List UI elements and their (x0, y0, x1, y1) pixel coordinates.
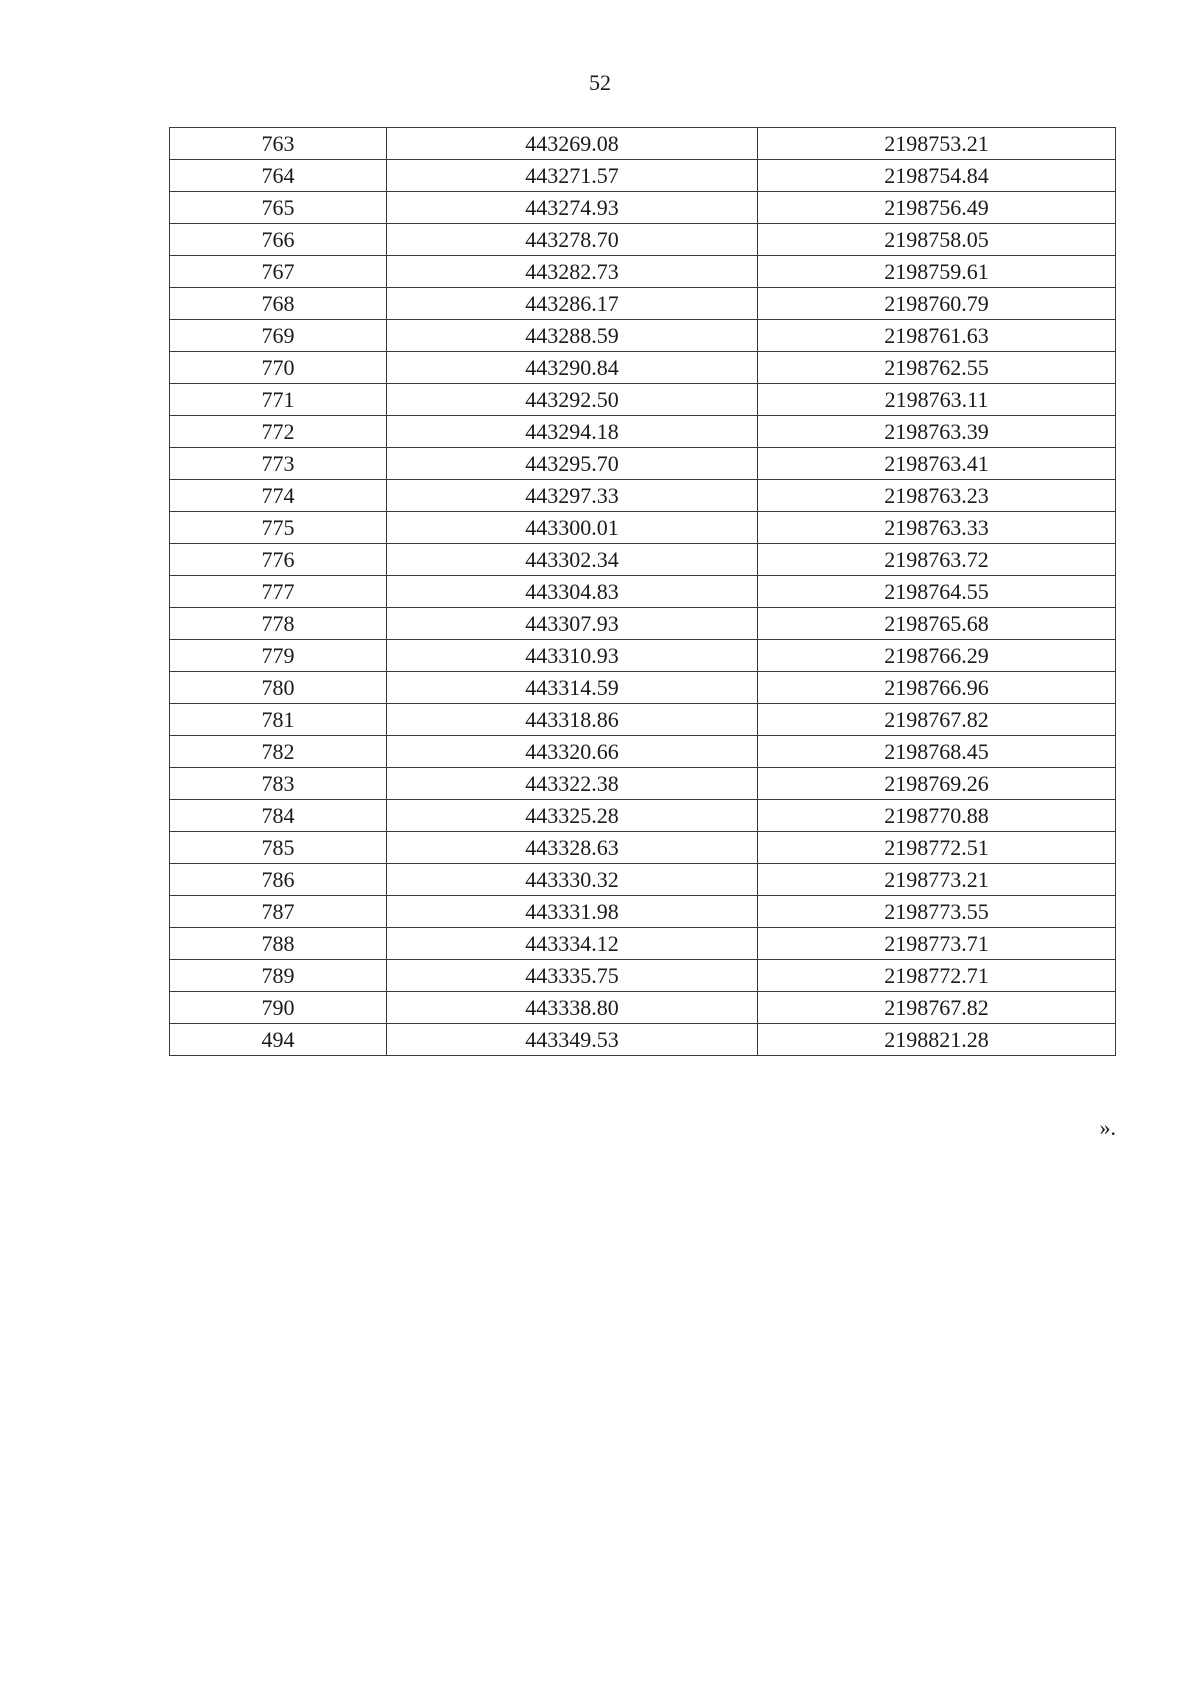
y-coordinate-cell: 2198756.49 (758, 192, 1116, 224)
y-coordinate-cell: 2198766.96 (758, 672, 1116, 704)
y-coordinate-cell: 2198768.45 (758, 736, 1116, 768)
x-coordinate-cell: 443282.73 (387, 256, 758, 288)
point-number-cell: 784 (170, 800, 387, 832)
coordinates-table-body (170, 128, 1116, 1056)
x-coordinate-cell: 443274.93 (387, 192, 758, 224)
table-row (170, 832, 1116, 864)
y-coordinate-cell: 2198758.05 (758, 224, 1116, 256)
point-number-cell: 772 (170, 416, 387, 448)
point-number-cell: 789 (170, 960, 387, 992)
y-coordinate-cell: 2198753.21 (758, 128, 1116, 160)
point-number-cell: 779 (170, 640, 387, 672)
table-row (170, 896, 1116, 928)
x-coordinate-cell: 443302.34 (387, 544, 758, 576)
point-number-cell: 786 (170, 864, 387, 896)
point-number-cell: 785 (170, 832, 387, 864)
y-coordinate-cell: 2198769.26 (758, 768, 1116, 800)
point-number-cell: 763 (170, 128, 387, 160)
y-coordinate-cell: 2198763.39 (758, 416, 1116, 448)
y-coordinate-cell: 2198763.33 (758, 512, 1116, 544)
x-coordinate-cell: 443331.98 (387, 896, 758, 928)
table-row (170, 320, 1116, 352)
table-row (170, 416, 1116, 448)
x-coordinate-cell: 443297.33 (387, 480, 758, 512)
table-row (170, 256, 1116, 288)
x-coordinate-cell: 443286.17 (387, 288, 758, 320)
table-row (170, 864, 1116, 896)
y-coordinate-cell: 2198773.71 (758, 928, 1116, 960)
x-coordinate-cell: 443325.28 (387, 800, 758, 832)
closing-quote-mark: ». (1099, 1115, 1116, 1140)
point-number-cell: 764 (170, 160, 387, 192)
point-number-cell: 770 (170, 352, 387, 384)
y-coordinate-cell: 2198759.61 (758, 256, 1116, 288)
point-number-cell: 773 (170, 448, 387, 480)
point-number-cell: 780 (170, 672, 387, 704)
point-number-cell: 777 (170, 576, 387, 608)
x-coordinate-cell: 443349.53 (387, 1024, 758, 1056)
table-row (170, 128, 1116, 160)
y-coordinate-cell: 2198754.84 (758, 160, 1116, 192)
table-row (170, 512, 1116, 544)
y-coordinate-cell: 2198773.55 (758, 896, 1116, 928)
point-number-cell: 765 (170, 192, 387, 224)
y-coordinate-cell: 2198764.55 (758, 576, 1116, 608)
table-row (170, 160, 1116, 192)
y-coordinate-cell: 2198763.11 (758, 384, 1116, 416)
y-coordinate-cell: 2198760.79 (758, 288, 1116, 320)
point-number-cell: 769 (170, 320, 387, 352)
table-row (170, 992, 1116, 1024)
point-number-cell: 774 (170, 480, 387, 512)
table-row (170, 768, 1116, 800)
table-row (170, 224, 1116, 256)
point-number-cell: 494 (170, 1024, 387, 1056)
point-number-cell: 776 (170, 544, 387, 576)
y-coordinate-cell: 2198772.51 (758, 832, 1116, 864)
x-coordinate-cell: 443330.32 (387, 864, 758, 896)
table-row (170, 384, 1116, 416)
table-row (170, 448, 1116, 480)
y-coordinate-cell: 2198767.82 (758, 704, 1116, 736)
x-coordinate-cell: 443334.12 (387, 928, 758, 960)
x-coordinate-cell: 443328.63 (387, 832, 758, 864)
table-row (170, 288, 1116, 320)
x-coordinate-cell: 443300.01 (387, 512, 758, 544)
x-coordinate-cell: 443271.57 (387, 160, 758, 192)
table-row (170, 352, 1116, 384)
table-row (170, 608, 1116, 640)
y-coordinate-cell: 2198773.21 (758, 864, 1116, 896)
x-coordinate-cell: 443292.50 (387, 384, 758, 416)
y-coordinate-cell: 2198772.71 (758, 960, 1116, 992)
y-coordinate-cell: 2198765.68 (758, 608, 1116, 640)
table-row (170, 704, 1116, 736)
x-coordinate-cell: 443335.75 (387, 960, 758, 992)
y-coordinate-cell: 2198763.23 (758, 480, 1116, 512)
x-coordinate-cell: 443269.08 (387, 128, 758, 160)
x-coordinate-cell: 443295.70 (387, 448, 758, 480)
point-number-cell: 782 (170, 736, 387, 768)
x-coordinate-cell: 443278.70 (387, 224, 758, 256)
x-coordinate-cell: 443307.93 (387, 608, 758, 640)
y-coordinate-cell: 2198821.28 (758, 1024, 1116, 1056)
page-number: 52 (589, 70, 611, 95)
table-row (170, 928, 1116, 960)
y-coordinate-cell: 2198767.82 (758, 992, 1116, 1024)
x-coordinate-cell: 443294.18 (387, 416, 758, 448)
x-coordinate-cell: 443310.93 (387, 640, 758, 672)
y-coordinate-cell: 2198770.88 (758, 800, 1116, 832)
point-number-cell: 787 (170, 896, 387, 928)
x-coordinate-cell: 443304.83 (387, 576, 758, 608)
table-row (170, 960, 1116, 992)
table-row (170, 736, 1116, 768)
table-row (170, 800, 1116, 832)
x-coordinate-cell: 443320.66 (387, 736, 758, 768)
point-number-cell: 788 (170, 928, 387, 960)
x-coordinate-cell: 443338.80 (387, 992, 758, 1024)
x-coordinate-cell: 443288.59 (387, 320, 758, 352)
x-coordinate-cell: 443322.38 (387, 768, 758, 800)
point-number-cell: 775 (170, 512, 387, 544)
table-row (170, 192, 1116, 224)
coordinates-table (169, 127, 1116, 1056)
table-row (170, 576, 1116, 608)
point-number-cell: 771 (170, 384, 387, 416)
y-coordinate-cell: 2198763.41 (758, 448, 1116, 480)
x-coordinate-cell: 443290.84 (387, 352, 758, 384)
x-coordinate-cell: 443314.59 (387, 672, 758, 704)
table-row (170, 640, 1116, 672)
y-coordinate-cell: 2198766.29 (758, 640, 1116, 672)
table-row (170, 544, 1116, 576)
y-coordinate-cell: 2198761.63 (758, 320, 1116, 352)
x-coordinate-cell: 443318.86 (387, 704, 758, 736)
y-coordinate-cell: 2198762.55 (758, 352, 1116, 384)
point-number-cell: 768 (170, 288, 387, 320)
table-row (170, 1024, 1116, 1056)
point-number-cell: 767 (170, 256, 387, 288)
point-number-cell: 781 (170, 704, 387, 736)
table-row (170, 672, 1116, 704)
point-number-cell: 783 (170, 768, 387, 800)
point-number-cell: 766 (170, 224, 387, 256)
table-row (170, 480, 1116, 512)
point-number-cell: 778 (170, 608, 387, 640)
point-number-cell: 790 (170, 992, 387, 1024)
y-coordinate-cell: 2198763.72 (758, 544, 1116, 576)
